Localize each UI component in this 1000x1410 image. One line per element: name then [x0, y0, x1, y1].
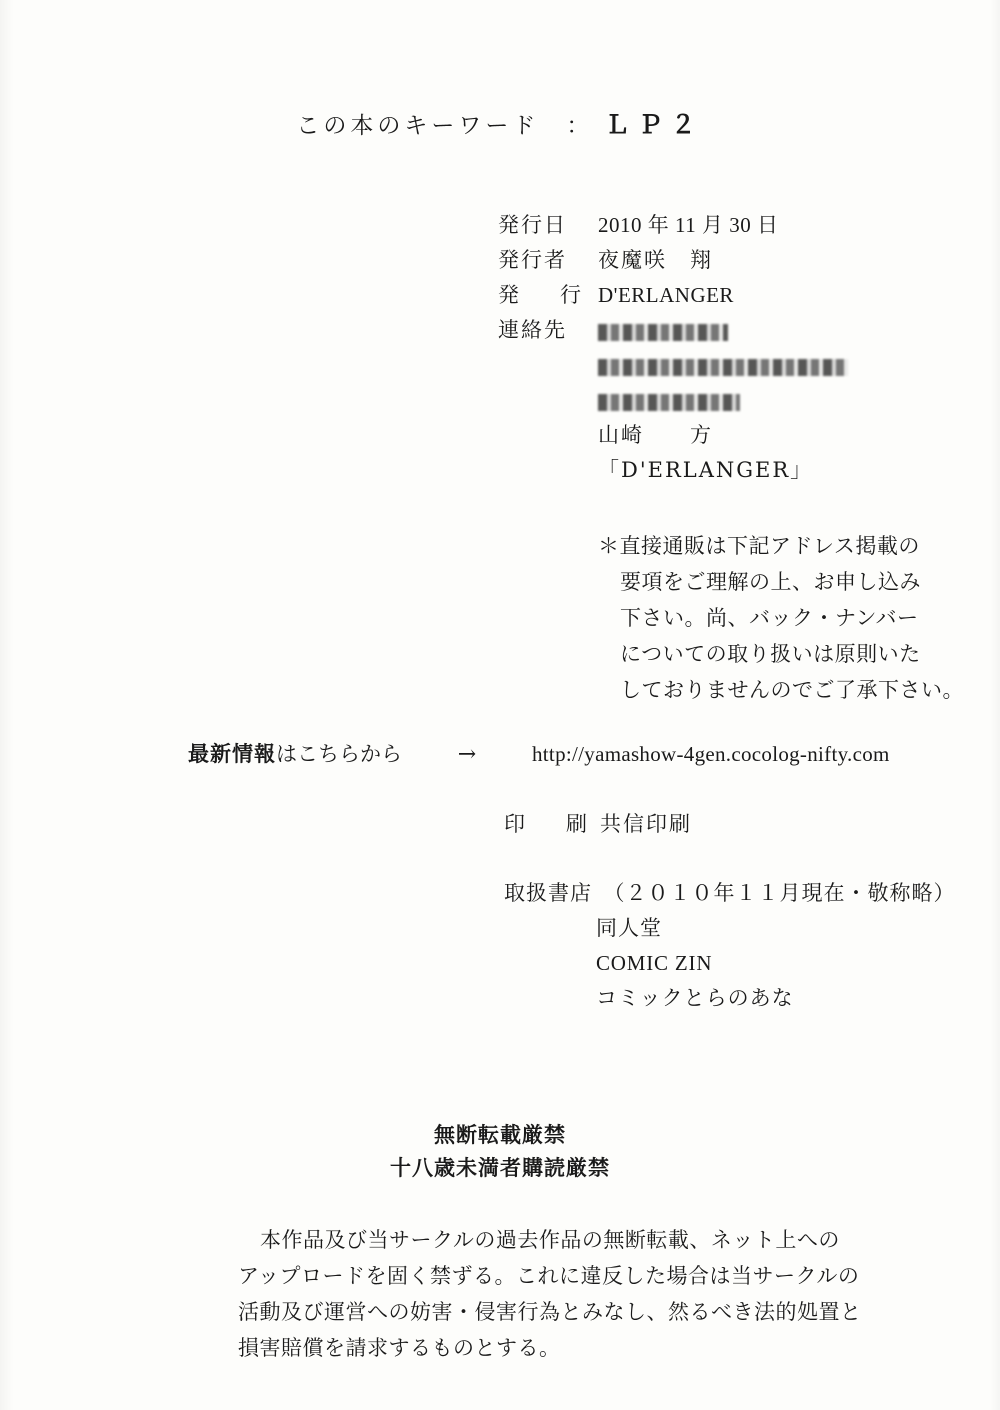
mail-order-note-line-2: 要項をご理解の上、お申し込み: [620, 570, 921, 594]
colophon-value-contact: [598, 313, 728, 348]
latest-info-label-bold: 最新情報: [188, 741, 276, 766]
redacted-address-bar-2: [598, 359, 848, 376]
mail-order-note-line-4: についての取り扱いは原則いた: [620, 642, 921, 666]
latest-info-label-rest: はこちらから: [276, 742, 402, 766]
disclaimer-line-4: 損害賠償を請求するものとする。: [238, 1336, 561, 1360]
keyword-line: [0, 105, 1000, 141]
arrow-right-icon: →: [457, 742, 477, 767]
warning-line-1: 無断転載厳禁: [434, 1122, 566, 1147]
warning-block: [0, 1118, 1000, 1184]
colophon-value-circle: D'ERLANGER: [598, 283, 734, 307]
disclaimer-line-1: 本作品及び当サークルの過去作品の無断転載、ネット上への: [260, 1228, 840, 1252]
colophon-label-contact: 連絡先: [498, 318, 567, 342]
printer-value: 共信印刷: [600, 812, 692, 836]
warning-line-2: 十八歳未満者購読厳禁: [390, 1155, 610, 1180]
redacted-address-bar-3: [598, 394, 740, 411]
latest-info-row: [188, 738, 890, 768]
address-circle-name-text: 「D'ERLANGER」: [598, 458, 814, 482]
address-care-of: [498, 418, 848, 453]
mail-order-note-line-1: ＊直接通販は下記アドレス掲載の: [598, 534, 920, 558]
shop-item-2: COMIC ZIN: [596, 951, 713, 975]
keyword-label: この本のキーワード ：: [296, 113, 594, 139]
shops-block: [504, 876, 956, 1016]
colophon-row-circle: [498, 278, 848, 313]
address-circle-name: [498, 453, 848, 488]
colophon-label-publisher-person: 発行者: [498, 248, 567, 272]
redacted-address-line-2: [498, 348, 848, 383]
shop-item-3: コミックとらのあな: [596, 986, 794, 1010]
disclaimer-line-2: アップロードを固く禁ずる。これに違反した場合は当サークルの: [238, 1264, 860, 1288]
colophon-value-publish-date: 2010 年 11 月 30 日: [598, 213, 779, 237]
shop-item-1: 同人堂: [596, 916, 662, 940]
redacted-postal-code: [598, 324, 728, 341]
redacted-address-line-3: [498, 383, 848, 418]
website-url-link[interactable]: http://yamashow-4gen.cocolog-nifty.com: [532, 742, 890, 766]
colophon-block: [498, 208, 848, 488]
keyword-value: ＬＰ２: [604, 110, 704, 139]
address-care-of-text: 山崎 方: [598, 423, 713, 447]
printer-label: 印 刷: [504, 812, 597, 836]
mail-order-note: [598, 528, 964, 708]
printer-row: [504, 808, 692, 838]
disclaimer-block: [238, 1222, 862, 1366]
shops-heading: 取扱書店 （２０１０年１１月現在・敬称略）: [504, 881, 956, 905]
colophon-label-publish-date: 発行日: [498, 213, 567, 237]
mail-order-note-line-5: しておりませんのでご了承下さい。: [620, 678, 964, 702]
colophon-row-publish-date: [498, 208, 848, 243]
colophon-row-publisher-person: [498, 243, 848, 278]
colophon-value-publisher-person: 夜魔咲 翔: [598, 248, 713, 272]
disclaimer-line-3: 活動及び運営への妨害・侵害行為とみなし、然るべき法的処置と: [238, 1300, 862, 1324]
colophon-row-contact: [498, 313, 848, 348]
colophon-label-circle: 発 行: [498, 283, 591, 307]
mail-order-note-line-3: 下さい。尚、バック・ナンバー: [620, 606, 919, 630]
